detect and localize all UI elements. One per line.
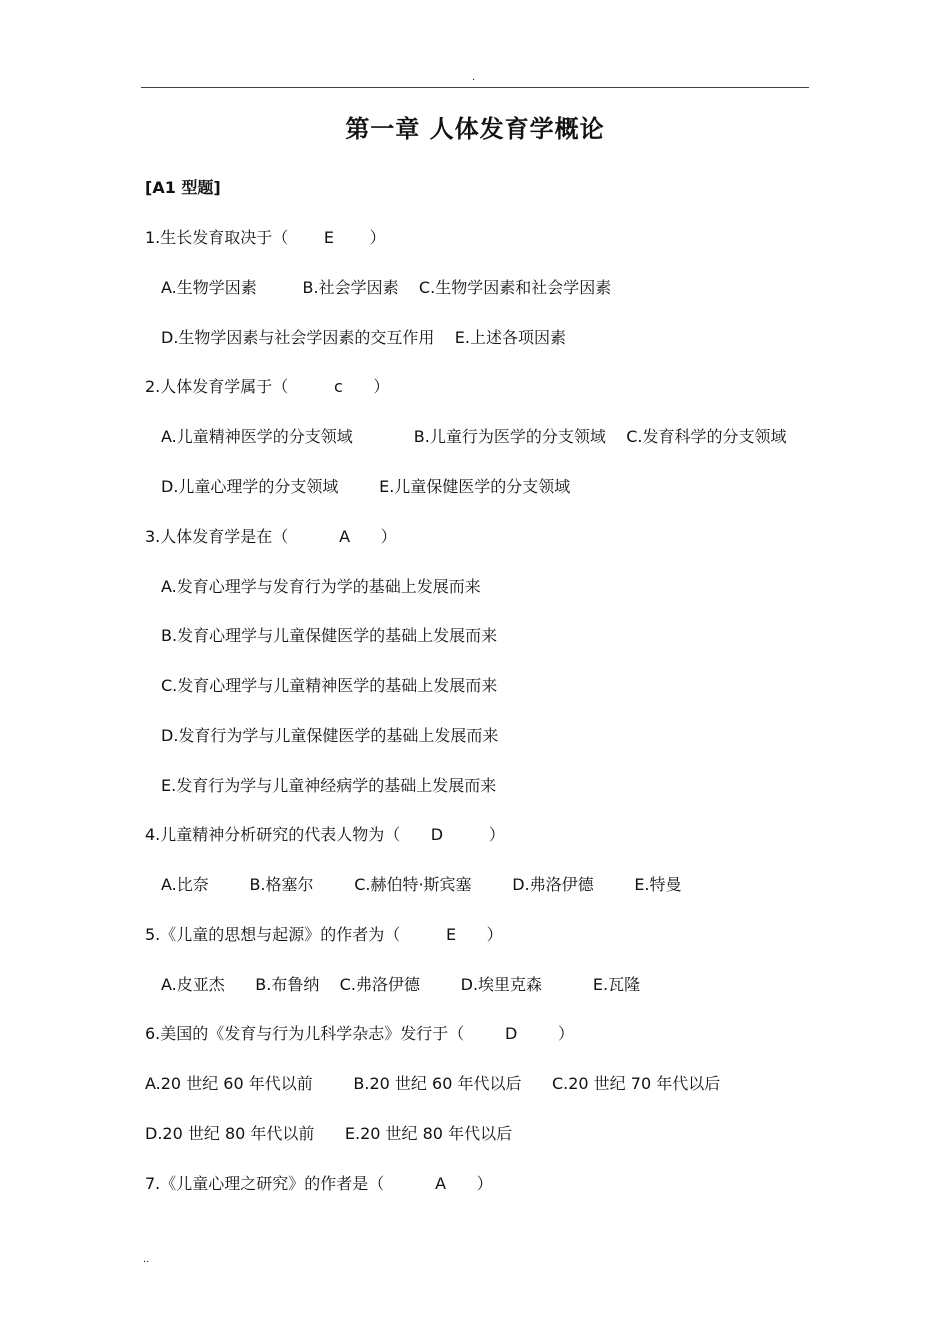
question-3-option-d: D.发育行为学与儿童保健医学的基础上发展而来 [161, 726, 499, 745]
question-3-option-b: B.发育心理学与儿童保健医学的基础上发展而来 [161, 626, 498, 645]
question-6: 6.美国的《发育与行为儿科学杂志》发行于（ D ） [145, 1024, 574, 1043]
header-rule [141, 87, 809, 88]
question-3-option-e: E.发育行为学与儿童神经病学的基础上发展而来 [161, 776, 497, 795]
question-1-options-a: A.生物学因素 B.社会学因素 C.生物学因素和社会学因素 [161, 278, 612, 297]
question-1-options-b: D.生物学因素与社会学因素的交互作用 E.上述各项因素 [161, 328, 566, 347]
header-mark: . [472, 72, 476, 83]
question-6-options-a: A.20 世纪 60 年代以前 B.20 世纪 60 年代以后 C.20 世纪 70 年代以后 [145, 1074, 721, 1093]
question-5-options: A.皮亚杰 B.布鲁纳 C.弗洛伊德 D.埃里克森 E.瓦隆 [161, 975, 641, 994]
footer-mark: .. [143, 1254, 150, 1265]
question-2-options-a: A.儿童精神医学的分支领域 B.儿童行为医学的分支领域 C.发育科学的分支领域 [161, 427, 787, 446]
question-1: 1.生长发育取决于（ E ） [145, 228, 386, 247]
section-label: [A1 型题] [145, 178, 221, 197]
question-3-option-c: C.发育心理学与儿童精神医学的基础上发展而来 [161, 676, 498, 695]
question-2: 2.人体发育学属于（ c ） [145, 377, 390, 396]
question-4: 4.儿童精神分析研究的代表人物为（ D ） [145, 825, 505, 844]
chapter-title: 第一章 人体发育学概论 [345, 115, 605, 143]
question-4-options: A.比奈 B.格塞尔 C.赫伯特·斯宾塞 D.弗洛伊德 E.特曼 [161, 875, 682, 894]
question-3-option-a: A.发育心理学与发育行为学的基础上发展而来 [161, 577, 481, 596]
question-6-options-b: D.20 世纪 80 年代以前 E.20 世纪 80 年代以后 [145, 1124, 513, 1143]
question-5: 5.《儿童的思想与起源》的作者为（ E ） [145, 925, 503, 944]
question-3: 3.人体发育学是在（ A ） [145, 527, 397, 546]
question-2-options-b: D.儿童心理学的分支领域 E.儿童保健医学的分支领域 [161, 477, 571, 496]
question-7: 7.《儿童心理之研究》的作者是（ A ） [145, 1174, 493, 1193]
